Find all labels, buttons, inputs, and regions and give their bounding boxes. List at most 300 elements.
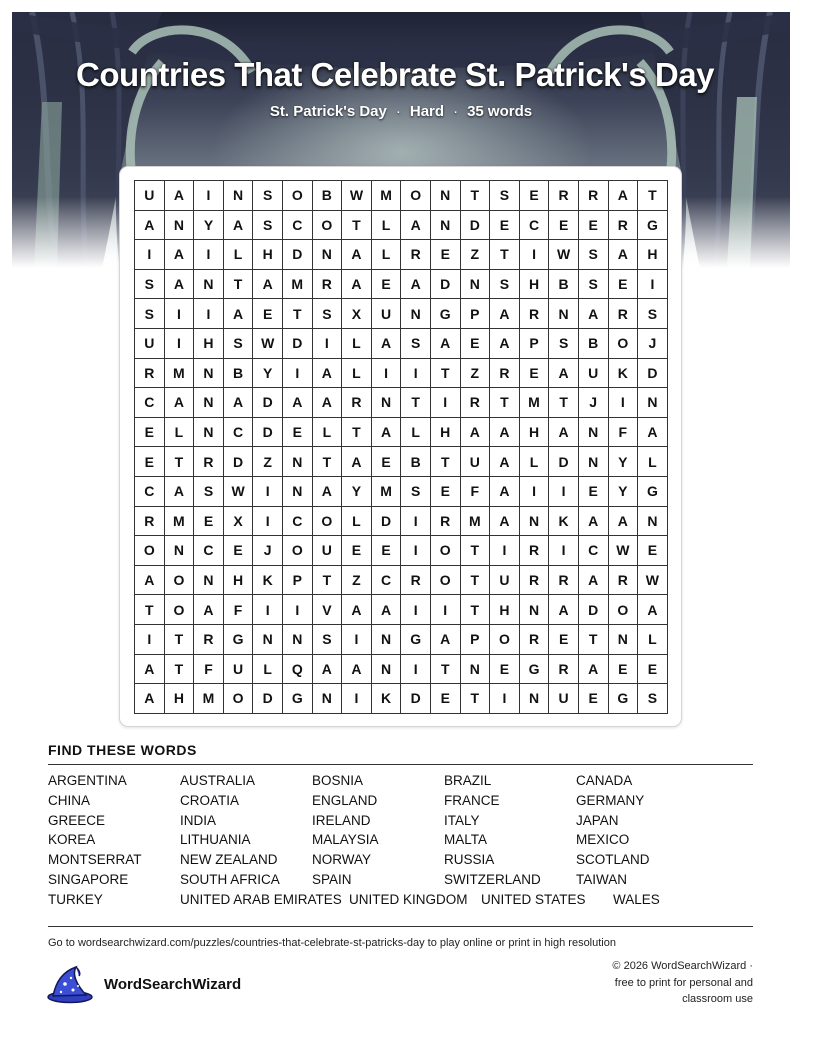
grid-cell[interactable]: N	[401, 299, 431, 329]
grid-cell[interactable]: A	[135, 655, 165, 685]
grid-cell[interactable]: J	[253, 536, 283, 566]
grid-cell[interactable]: E	[579, 684, 609, 714]
grid-cell[interactable]: D	[253, 418, 283, 448]
grid-cell[interactable]: N	[520, 684, 550, 714]
grid-cell[interactable]: L	[342, 329, 372, 359]
grid-cell[interactable]: C	[283, 211, 313, 241]
grid-cell[interactable]: Z	[461, 240, 491, 270]
grid-cell[interactable]: O	[224, 684, 254, 714]
grid-cell[interactable]: A	[313, 655, 343, 685]
grid-cell[interactable]: O	[313, 507, 343, 537]
grid-cell[interactable]: T	[431, 447, 461, 477]
grid-cell[interactable]: R	[520, 536, 550, 566]
grid-cell[interactable]: U	[579, 359, 609, 389]
grid-cell[interactable]: E	[372, 270, 402, 300]
grid-cell[interactable]: R	[401, 566, 431, 596]
grid-cell[interactable]: S	[490, 270, 520, 300]
grid-cell[interactable]: A	[372, 595, 402, 625]
grid-cell[interactable]: N	[372, 388, 402, 418]
grid-cell[interactable]: A	[609, 181, 639, 211]
grid-cell[interactable]: A	[372, 418, 402, 448]
grid-cell[interactable]: A	[490, 477, 520, 507]
grid-cell[interactable]: E	[431, 477, 461, 507]
grid-cell[interactable]: T	[638, 181, 668, 211]
grid-cell[interactable]: Y	[253, 359, 283, 389]
grid-cell[interactable]: T	[342, 211, 372, 241]
grid-cell[interactable]: M	[520, 388, 550, 418]
grid-cell[interactable]: Z	[253, 447, 283, 477]
grid-cell[interactable]: I	[549, 536, 579, 566]
grid-cell[interactable]: S	[135, 299, 165, 329]
grid-cell[interactable]: N	[194, 388, 224, 418]
grid-cell[interactable]: H	[431, 418, 461, 448]
grid-cell[interactable]: A	[313, 359, 343, 389]
grid-cell[interactable]: E	[579, 211, 609, 241]
grid-cell[interactable]: P	[283, 566, 313, 596]
grid-cell[interactable]: H	[224, 566, 254, 596]
grid-cell[interactable]: S	[253, 181, 283, 211]
grid-cell[interactable]: E	[520, 181, 550, 211]
grid-cell[interactable]: R	[549, 655, 579, 685]
grid-cell[interactable]: A	[342, 240, 372, 270]
grid-cell[interactable]: A	[135, 211, 165, 241]
grid-cell[interactable]: U	[490, 566, 520, 596]
grid-cell[interactable]: A	[549, 595, 579, 625]
grid-cell[interactable]: W	[638, 566, 668, 596]
grid-cell[interactable]: O	[609, 329, 639, 359]
grid-cell[interactable]: R	[520, 625, 550, 655]
grid-cell[interactable]: T	[549, 388, 579, 418]
grid-cell[interactable]: E	[609, 270, 639, 300]
grid-cell[interactable]: E	[253, 299, 283, 329]
grid-cell[interactable]: N	[224, 181, 254, 211]
grid-cell[interactable]: R	[194, 625, 224, 655]
grid-cell[interactable]: I	[401, 595, 431, 625]
grid-cell[interactable]: K	[253, 566, 283, 596]
grid-cell[interactable]: R	[313, 270, 343, 300]
grid-cell[interactable]: E	[490, 211, 520, 241]
grid-cell[interactable]: A	[401, 211, 431, 241]
grid-cell[interactable]: S	[638, 299, 668, 329]
grid-cell[interactable]: N	[372, 625, 402, 655]
grid-cell[interactable]: N	[579, 447, 609, 477]
grid-cell[interactable]: S	[579, 240, 609, 270]
grid-cell[interactable]: F	[224, 595, 254, 625]
grid-cell[interactable]: L	[638, 625, 668, 655]
grid-cell[interactable]: S	[579, 270, 609, 300]
grid-cell[interactable]: A	[313, 477, 343, 507]
grid-cell[interactable]: T	[579, 625, 609, 655]
grid-cell[interactable]: R	[342, 388, 372, 418]
grid-cell[interactable]: R	[609, 299, 639, 329]
grid-cell[interactable]: A	[253, 270, 283, 300]
grid-cell[interactable]: A	[342, 595, 372, 625]
grid-cell[interactable]: O	[135, 536, 165, 566]
grid-cell[interactable]: N	[461, 655, 491, 685]
grid-cell[interactable]: E	[461, 329, 491, 359]
grid-cell[interactable]: A	[342, 270, 372, 300]
grid-cell[interactable]: N	[520, 507, 550, 537]
grid-cell[interactable]: E	[638, 655, 668, 685]
grid-cell[interactable]: J	[579, 388, 609, 418]
grid-cell[interactable]: S	[401, 329, 431, 359]
grid-cell[interactable]: T	[461, 595, 491, 625]
grid-cell[interactable]: A	[490, 507, 520, 537]
grid-cell[interactable]: W	[549, 240, 579, 270]
grid-cell[interactable]: S	[401, 477, 431, 507]
grid-cell[interactable]: A	[549, 418, 579, 448]
grid-cell[interactable]: A	[401, 270, 431, 300]
grid-cell[interactable]: E	[283, 418, 313, 448]
grid-cell[interactable]: U	[135, 181, 165, 211]
grid-cell[interactable]: U	[372, 299, 402, 329]
grid-cell[interactable]: G	[520, 655, 550, 685]
grid-cell[interactable]: I	[253, 595, 283, 625]
grid-cell[interactable]: M	[372, 477, 402, 507]
grid-cell[interactable]: K	[549, 507, 579, 537]
grid-cell[interactable]: U	[224, 655, 254, 685]
grid-cell[interactable]: I	[401, 655, 431, 685]
grid-cell[interactable]: F	[461, 477, 491, 507]
grid-cell[interactable]: Q	[283, 655, 313, 685]
grid-cell[interactable]: A	[579, 655, 609, 685]
grid-cell[interactable]: I	[401, 536, 431, 566]
grid-cell[interactable]: U	[313, 536, 343, 566]
grid-cell[interactable]: N	[194, 418, 224, 448]
grid-cell[interactable]: G	[638, 477, 668, 507]
grid-cell[interactable]: Y	[609, 477, 639, 507]
grid-cell[interactable]: A	[342, 447, 372, 477]
grid-cell[interactable]: A	[165, 270, 195, 300]
grid-cell[interactable]: A	[549, 359, 579, 389]
grid-cell[interactable]: R	[579, 181, 609, 211]
grid-cell[interactable]: I	[194, 181, 224, 211]
grid-cell[interactable]: T	[313, 566, 343, 596]
grid-cell[interactable]: I	[253, 507, 283, 537]
grid-cell[interactable]: C	[283, 507, 313, 537]
grid-cell[interactable]: A	[609, 507, 639, 537]
grid-cell[interactable]: A	[490, 329, 520, 359]
grid-cell[interactable]: A	[313, 388, 343, 418]
grid-cell[interactable]: Y	[194, 211, 224, 241]
grid-cell[interactable]: W	[224, 477, 254, 507]
grid-cell[interactable]: N	[194, 359, 224, 389]
grid-cell[interactable]: I	[638, 270, 668, 300]
grid-cell[interactable]: O	[165, 595, 195, 625]
grid-cell[interactable]: X	[224, 507, 254, 537]
grid-cell[interactable]: L	[638, 447, 668, 477]
grid-cell[interactable]: T	[165, 447, 195, 477]
grid-cell[interactable]: F	[609, 418, 639, 448]
grid-cell[interactable]: I	[520, 240, 550, 270]
grid-cell[interactable]: H	[253, 240, 283, 270]
grid-cell[interactable]: O	[401, 181, 431, 211]
grid-cell[interactable]: I	[342, 684, 372, 714]
grid-cell[interactable]: D	[372, 507, 402, 537]
grid-cell[interactable]: I	[283, 595, 313, 625]
grid-cell[interactable]: S	[194, 477, 224, 507]
grid-cell[interactable]: E	[431, 240, 461, 270]
grid-cell[interactable]: I	[165, 329, 195, 359]
grid-cell[interactable]: U	[461, 447, 491, 477]
grid-cell[interactable]: E	[372, 536, 402, 566]
grid-cell[interactable]: C	[194, 536, 224, 566]
grid-cell[interactable]: N	[194, 566, 224, 596]
grid-cell[interactable]: K	[372, 684, 402, 714]
grid-cell[interactable]: A	[224, 299, 254, 329]
grid-cell[interactable]: C	[579, 536, 609, 566]
grid-cell[interactable]: C	[520, 211, 550, 241]
grid-cell[interactable]: K	[609, 359, 639, 389]
grid-cell[interactable]: G	[283, 684, 313, 714]
grid-cell[interactable]: A	[135, 684, 165, 714]
grid-cell[interactable]: I	[342, 625, 372, 655]
grid-cell[interactable]: N	[638, 507, 668, 537]
grid-cell[interactable]: M	[165, 359, 195, 389]
grid-cell[interactable]: A	[638, 418, 668, 448]
grid-cell[interactable]: W	[253, 329, 283, 359]
grid-cell[interactable]: A	[194, 595, 224, 625]
grid-cell[interactable]: D	[579, 595, 609, 625]
grid-cell[interactable]: Y	[609, 447, 639, 477]
grid-cell[interactable]: H	[165, 684, 195, 714]
grid-cell[interactable]: M	[194, 684, 224, 714]
grid-cell[interactable]: E	[520, 359, 550, 389]
grid-cell[interactable]: R	[609, 566, 639, 596]
grid-cell[interactable]: L	[372, 240, 402, 270]
grid-cell[interactable]: G	[224, 625, 254, 655]
grid-cell[interactable]: S	[253, 211, 283, 241]
grid-cell[interactable]: E	[224, 536, 254, 566]
grid-cell[interactable]: W	[342, 181, 372, 211]
grid-cell[interactable]: R	[490, 359, 520, 389]
grid-cell[interactable]: I	[253, 477, 283, 507]
grid-cell[interactable]: A	[490, 418, 520, 448]
grid-cell[interactable]: L	[342, 359, 372, 389]
grid-cell[interactable]: C	[135, 388, 165, 418]
grid-cell[interactable]: G	[609, 684, 639, 714]
grid-cell[interactable]: A	[579, 299, 609, 329]
grid-cell[interactable]: N	[372, 655, 402, 685]
grid-cell[interactable]: R	[135, 359, 165, 389]
grid-cell[interactable]: A	[165, 240, 195, 270]
grid-cell[interactable]: N	[638, 388, 668, 418]
grid-cell[interactable]: I	[490, 684, 520, 714]
grid-cell[interactable]: A	[165, 477, 195, 507]
grid-cell[interactable]: F	[194, 655, 224, 685]
grid-cell[interactable]: U	[135, 329, 165, 359]
grid-cell[interactable]: B	[224, 359, 254, 389]
grid-cell[interactable]: T	[490, 388, 520, 418]
puzzle-link-text[interactable]: Go to wordsearchwizard.com/puzzles/countries-that-celebrate-st-patricks-day to play online or print in high resolution	[48, 937, 616, 949]
grid-cell[interactable]: H	[194, 329, 224, 359]
grid-cell[interactable]: E	[549, 625, 579, 655]
grid-cell[interactable]: B	[401, 447, 431, 477]
grid-cell[interactable]: I	[313, 329, 343, 359]
grid-cell[interactable]: G	[638, 211, 668, 241]
grid-cell[interactable]: L	[165, 418, 195, 448]
grid-cell[interactable]: O	[431, 536, 461, 566]
grid-cell[interactable]: T	[165, 625, 195, 655]
grid-cell[interactable]: N	[313, 684, 343, 714]
grid-cell[interactable]: V	[313, 595, 343, 625]
grid-cell[interactable]: E	[135, 418, 165, 448]
grid-cell[interactable]: A	[224, 211, 254, 241]
grid-cell[interactable]: N	[579, 418, 609, 448]
grid-cell[interactable]: N	[520, 595, 550, 625]
grid-cell[interactable]: T	[224, 270, 254, 300]
grid-cell[interactable]: P	[461, 625, 491, 655]
grid-cell[interactable]: N	[283, 625, 313, 655]
grid-cell[interactable]: E	[549, 211, 579, 241]
grid-cell[interactable]: W	[609, 536, 639, 566]
grid-cell[interactable]: I	[431, 388, 461, 418]
grid-cell[interactable]: T	[461, 536, 491, 566]
grid-cell[interactable]: S	[638, 684, 668, 714]
grid-cell[interactable]: O	[313, 211, 343, 241]
grid-cell[interactable]: D	[253, 388, 283, 418]
grid-cell[interactable]: I	[401, 359, 431, 389]
grid-cell[interactable]: T	[283, 299, 313, 329]
grid-cell[interactable]: L	[520, 447, 550, 477]
grid-cell[interactable]: H	[638, 240, 668, 270]
grid-cell[interactable]: I	[401, 507, 431, 537]
grid-cell[interactable]: O	[490, 625, 520, 655]
grid-cell[interactable]: D	[461, 211, 491, 241]
grid-cell[interactable]: M	[165, 507, 195, 537]
grid-cell[interactable]: L	[342, 507, 372, 537]
grid-cell[interactable]: L	[253, 655, 283, 685]
grid-cell[interactable]: A	[579, 566, 609, 596]
grid-cell[interactable]: H	[520, 270, 550, 300]
grid-cell[interactable]: A	[165, 181, 195, 211]
grid-cell[interactable]: E	[194, 507, 224, 537]
grid-cell[interactable]: L	[401, 418, 431, 448]
grid-cell[interactable]: A	[490, 299, 520, 329]
grid-cell[interactable]: E	[609, 655, 639, 685]
grid-cell[interactable]: A	[579, 507, 609, 537]
grid-cell[interactable]: R	[549, 181, 579, 211]
grid-cell[interactable]: P	[520, 329, 550, 359]
grid-cell[interactable]: R	[609, 211, 639, 241]
grid-cell[interactable]: T	[461, 181, 491, 211]
grid-cell[interactable]: I	[372, 359, 402, 389]
grid-cell[interactable]: N	[549, 299, 579, 329]
grid-cell[interactable]: X	[342, 299, 372, 329]
grid-cell[interactable]: I	[135, 625, 165, 655]
grid-cell[interactable]: N	[165, 536, 195, 566]
grid-cell[interactable]: M	[283, 270, 313, 300]
grid-cell[interactable]: C	[224, 418, 254, 448]
grid-cell[interactable]: E	[490, 655, 520, 685]
grid-cell[interactable]: I	[135, 240, 165, 270]
grid-cell[interactable]: O	[609, 595, 639, 625]
grid-cell[interactable]: G	[431, 299, 461, 329]
grid-cell[interactable]: H	[490, 595, 520, 625]
grid-cell[interactable]: O	[165, 566, 195, 596]
grid-cell[interactable]: N	[313, 240, 343, 270]
grid-cell[interactable]: D	[283, 329, 313, 359]
grid-cell[interactable]: B	[579, 329, 609, 359]
grid-cell[interactable]: O	[283, 536, 313, 566]
grid-cell[interactable]: Z	[342, 566, 372, 596]
grid-cell[interactable]: A	[283, 388, 313, 418]
grid-cell[interactable]: R	[520, 299, 550, 329]
grid-cell[interactable]: R	[461, 388, 491, 418]
grid-cell[interactable]: I	[431, 595, 461, 625]
grid-cell[interactable]: H	[520, 418, 550, 448]
grid-cell[interactable]: E	[579, 477, 609, 507]
grid-cell[interactable]: T	[342, 418, 372, 448]
grid-cell[interactable]: U	[549, 684, 579, 714]
grid-cell[interactable]: I	[549, 477, 579, 507]
grid-cell[interactable]: T	[431, 655, 461, 685]
grid-cell[interactable]: S	[313, 625, 343, 655]
grid-cell[interactable]: I	[194, 299, 224, 329]
grid-cell[interactable]: N	[283, 447, 313, 477]
grid-cell[interactable]: I	[609, 388, 639, 418]
grid-cell[interactable]: A	[609, 240, 639, 270]
grid-cell[interactable]: O	[431, 566, 461, 596]
grid-cell[interactable]: Y	[342, 477, 372, 507]
grid-cell[interactable]: A	[638, 595, 668, 625]
grid-cell[interactable]: T	[135, 595, 165, 625]
grid-cell[interactable]: N	[461, 270, 491, 300]
grid-cell[interactable]: E	[431, 684, 461, 714]
grid-cell[interactable]: O	[283, 181, 313, 211]
grid-cell[interactable]: T	[490, 240, 520, 270]
grid-cell[interactable]: T	[431, 359, 461, 389]
grid-cell[interactable]: A	[490, 447, 520, 477]
grid-cell[interactable]: I	[194, 240, 224, 270]
grid-cell[interactable]: R	[401, 240, 431, 270]
grid-cell[interactable]: D	[638, 359, 668, 389]
grid-cell[interactable]: M	[372, 181, 402, 211]
grid-cell[interactable]: N	[253, 625, 283, 655]
grid-cell[interactable]: A	[461, 418, 491, 448]
grid-cell[interactable]: T	[313, 447, 343, 477]
grid-cell[interactable]: D	[401, 684, 431, 714]
grid-cell[interactable]: E	[372, 447, 402, 477]
grid-cell[interactable]: A	[224, 388, 254, 418]
grid-cell[interactable]: A	[431, 625, 461, 655]
grid-cell[interactable]: T	[461, 684, 491, 714]
grid-cell[interactable]: N	[283, 477, 313, 507]
grid-cell[interactable]: I	[283, 359, 313, 389]
grid-cell[interactable]: R	[194, 447, 224, 477]
grid-cell[interactable]: A	[372, 329, 402, 359]
grid-cell[interactable]: A	[431, 329, 461, 359]
grid-cell[interactable]: C	[372, 566, 402, 596]
grid-cell[interactable]: B	[313, 181, 343, 211]
grid-cell[interactable]: Z	[461, 359, 491, 389]
grid-cell[interactable]: A	[135, 566, 165, 596]
grid-cell[interactable]: C	[135, 477, 165, 507]
grid-cell[interactable]: A	[342, 655, 372, 685]
grid-cell[interactable]: N	[165, 211, 195, 241]
grid-cell[interactable]: N	[609, 625, 639, 655]
grid-cell[interactable]: B	[549, 270, 579, 300]
grid-cell[interactable]: R	[520, 566, 550, 596]
grid-cell[interactable]: N	[431, 211, 461, 241]
grid-cell[interactable]: T	[461, 566, 491, 596]
grid-cell[interactable]: D	[253, 684, 283, 714]
grid-cell[interactable]: S	[135, 270, 165, 300]
grid-cell[interactable]: S	[224, 329, 254, 359]
grid-cell[interactable]: I	[490, 536, 520, 566]
grid-cell[interactable]: N	[431, 181, 461, 211]
grid-cell[interactable]: S	[490, 181, 520, 211]
